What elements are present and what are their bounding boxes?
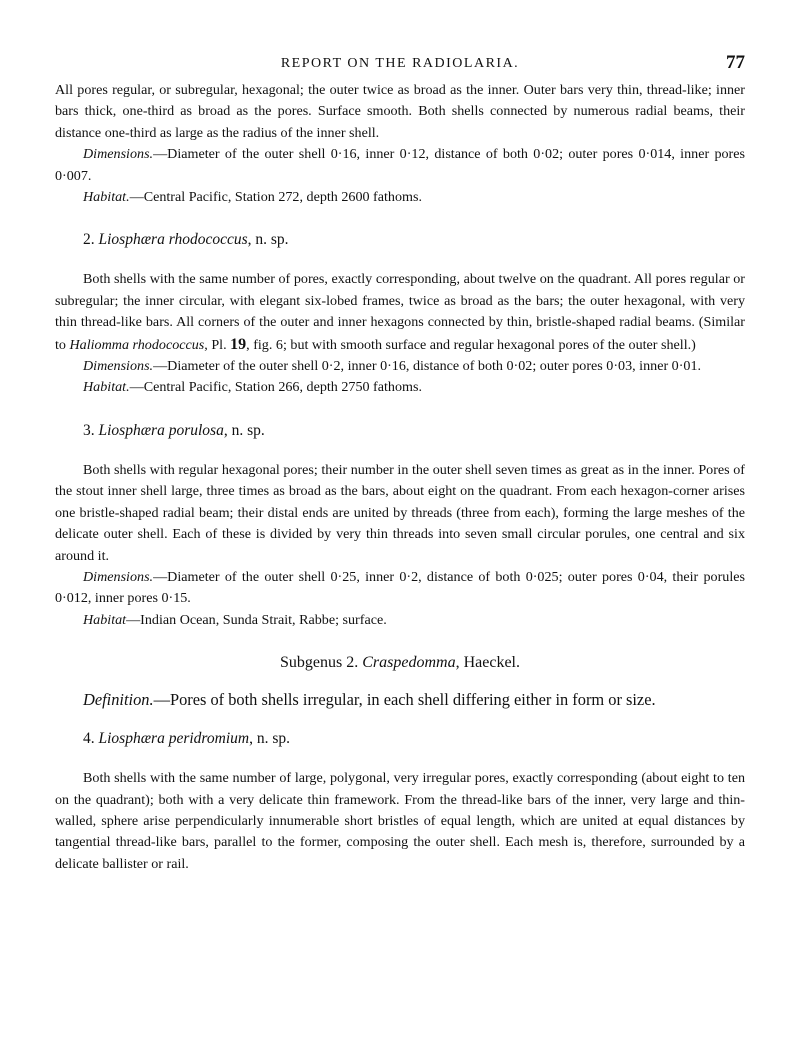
species-name: Liosphæra porulosa: [98, 421, 224, 439]
habitat-label: Habitat.: [83, 379, 130, 396]
species-4-description: Both shells with the same number of large, polygonal, very irregular pores, exactly corresponding (about eight to ten on the quadrant); both with a very delicate thin framework. From the thread-like bars of the inner, very large and thin-walled, sphere arise perpendicularly innumerable short bristles of equal length, which are united at equal distances by tangential thread-like bars, parallel to the former, composing the outer shell. Each mesh is, therefore, surrounded by a delicate ballister or rail.: [55, 770, 745, 872]
habitat-label: Habitat.: [83, 189, 130, 206]
species-3-habitat: [55, 610, 745, 631]
definition-label: Definition.: [83, 690, 154, 710]
subgenus-heading: Subgenus 2. Craspedomma, Haeckel.: [280, 654, 520, 672]
species-2-habitat: [55, 377, 745, 398]
page: [55, 52, 745, 875]
species-heading-2: 2. Liosphæra rhodococcus, n. sp.: [83, 231, 289, 249]
page-number: 77: [726, 52, 745, 73]
habitat-label: Habitat: [83, 611, 127, 628]
species-heading-3: 3. Liosphæra porulosa, n. sp.: [83, 421, 265, 439]
species-name: Liosphæra rhodococcus: [98, 231, 248, 249]
habitat-text: —Indian Ocean, Sunda Strait, Rabbe; surface.: [126, 611, 387, 628]
running-head: REPORT ON THE RADIOLARIA.: [280, 56, 520, 71]
dimensions-label: Dimensions.: [83, 358, 154, 375]
dimensions-label: Dimensions.: [83, 568, 154, 585]
species-name: Liosphæra peridromium: [98, 730, 250, 748]
habitat-text: —Central Pacific, Station 266, depth 2750 fathoms.: [129, 379, 422, 396]
plate-number: 19: [230, 335, 247, 353]
dimensions-text: —Diameter of the outer shell 0·16, inner 0·12, distance of both 0·02; outer pores 0·014, inner pores 0·007.: [55, 146, 745, 184]
definition-text: —Pores of both shells irregular, in each shell differing either in form or size.: [153, 690, 656, 710]
species-heading-4: 4. Liosphæra peridromium, n. sp.: [83, 730, 290, 748]
subgenus-name: Craspedomma: [362, 654, 456, 672]
dimensions-text: —Diameter of the outer shell 0·25, inner 0·2, distance of both 0·025; outer pores 0·04, their porules 0·012, inner pores 0·15.: [55, 568, 745, 607]
species-3-dimensions: [55, 567, 745, 610]
species-3-description: Both shells with regular hexagonal pores; their number in the outer shell seven times as great as in the inner. Pores of the stout inner shell large, three times as broad as the bars, about eight on the quadrant. From each hexagon-corner arises one bristle-shaped radial beam; their distal ends are united by threads (three from each), forming the large meshes of the delicate outer shell. Each of these is divided by very thin threads into seven small circular porules, one central and six around it.: [55, 461, 745, 564]
species-2-description: Both shells with the same number of pores, exactly corresponding, about twelve on the quadrant. All pores regular or subregular; the inner circular, with elegant six-lobed frames, twice as broad as the bars; the outer hexagonal, with very thin thread-like bars. All corners of the outer and inner hexagons connected by thin, bristle-shaped radial beams. (Similar to Haliomma rhodococcus, Pl. 19, fig. 6; but with smooth surface and regular hexagonal pores of the outer shell.): [55, 271, 745, 353]
species-2-dimensions: [55, 356, 745, 377]
dimensions-label: Dimensions.: [83, 146, 154, 163]
intro-description: All pores regular, or subregular, hexagonal; the outer twice as broad as the inner. Outer bars very thin, thread-like; inner bars thick, one-third as broad as the pores. Surface smooth. Both shells connected by numerous radial beams, their distance one-third as large as the radius of the inner shell.: [55, 82, 745, 141]
dimensions-text: —Diameter of the outer shell 0·2, inner 0·16, distance of both 0·02; outer pores 0·03, inner 0·01.: [153, 358, 702, 375]
intro-dimensions: [55, 144, 745, 187]
habitat-text: —Central Pacific, Station 272, depth 2600 fathoms.: [129, 189, 422, 206]
subgenus-definition: [83, 688, 745, 712]
reference-name: Haliomma rhodococcus: [69, 336, 205, 353]
intro-habitat: [55, 187, 745, 208]
page-header: [55, 52, 745, 80]
